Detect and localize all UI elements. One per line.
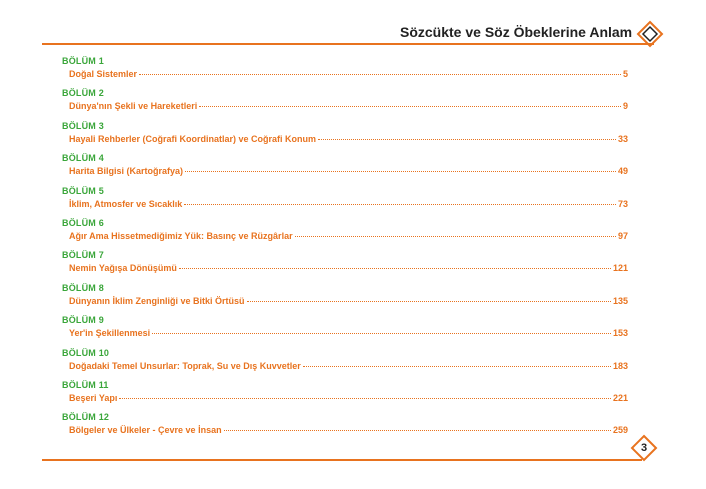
- toc-entry-page-number: 49: [617, 166, 628, 177]
- footer-rule: [42, 459, 642, 461]
- toc-entry-page-number: 183: [612, 360, 628, 371]
- toc-entry[interactable]: [69, 165, 628, 177]
- dot-leader: [247, 301, 611, 302]
- dot-leader: [119, 398, 611, 399]
- toc-section: [62, 185, 628, 217]
- chapter-label: BÖLÜM 7: [62, 250, 104, 261]
- toc-entry-page-number: 221: [612, 392, 628, 403]
- toc-entry[interactable]: [69, 424, 628, 436]
- chapter-label: BÖLÜM 3: [62, 120, 104, 131]
- chapter-label: BÖLÜM 6: [62, 217, 104, 228]
- page-number: 3: [640, 442, 648, 454]
- toc-entry[interactable]: [69, 133, 628, 145]
- toc-entry[interactable]: [69, 295, 628, 307]
- chapter-label: BÖLÜM 12: [62, 412, 110, 423]
- table-of-contents: [62, 55, 628, 444]
- toc-section: [62, 87, 628, 119]
- toc-entry-page-number: 153: [612, 328, 628, 339]
- toc-entry-title: Dünyanın İklim Zenginliği ve Bitki Örtüsü: [69, 295, 245, 306]
- toc-section: [62, 249, 628, 281]
- chapter-label: BÖLÜM 8: [62, 282, 104, 293]
- dot-leader: [199, 106, 621, 107]
- toc-section: [62, 55, 628, 87]
- toc-entry[interactable]: [69, 360, 628, 372]
- dot-leader: [179, 268, 611, 269]
- chapter-label: BÖLÜM 2: [62, 88, 104, 99]
- toc-section: [62, 152, 628, 184]
- dot-leader: [139, 74, 621, 75]
- toc-entry[interactable]: [69, 262, 628, 274]
- chapter-label: BÖLÜM 5: [62, 185, 104, 196]
- toc-section: [62, 120, 628, 152]
- toc-entry-title: Doğal Sistemler: [69, 69, 138, 79]
- toc-entry-page-number: 259: [612, 425, 628, 436]
- toc-entry[interactable]: [69, 68, 628, 80]
- toc-entry-page-number: 9: [622, 101, 628, 112]
- chapter-label: BÖLÜM 10: [62, 347, 110, 358]
- toc-entry-page-number: 73: [617, 198, 628, 209]
- toc-section: [62, 314, 628, 346]
- toc-entry[interactable]: [69, 230, 628, 242]
- toc-entry[interactable]: [69, 100, 628, 112]
- toc-section: [62, 411, 628, 443]
- toc-entry-page-number: 33: [617, 133, 628, 144]
- dot-leader: [224, 430, 611, 431]
- toc-entry-title: Nemin Yağışa Dönüşümü: [69, 263, 177, 274]
- toc-section: [62, 282, 628, 314]
- toc-entry-title: İklim, Atmosfer ve Sıcaklık: [69, 198, 183, 209]
- toc-entry-title: Yer'in Şekillenmesi: [69, 328, 151, 339]
- chapter-label: BÖLÜM 9: [62, 315, 104, 326]
- toc-entry-page-number: 121: [612, 263, 628, 274]
- dot-leader: [152, 333, 611, 334]
- toc-section: [62, 379, 628, 411]
- toc-section: [62, 347, 628, 379]
- toc-entry-title: Doğadaki Temel Unsurlar: Toprak, Su ve Dış Kuvvetler: [69, 360, 301, 371]
- chapter-label: BÖLÜM 1: [62, 56, 104, 66]
- dot-leader: [185, 171, 616, 172]
- toc-section: [62, 217, 628, 249]
- toc-entry-title: Beşeri Yapı: [69, 392, 118, 403]
- toc-entry[interactable]: [69, 327, 628, 339]
- toc-entry[interactable]: [69, 392, 628, 404]
- chapter-label: BÖLÜM 4: [62, 153, 104, 164]
- toc-entry-title: Dünya'nın Şekli ve Hareketleri: [69, 101, 198, 112]
- dot-leader: [295, 236, 616, 237]
- dot-leader: [318, 139, 616, 140]
- toc-entry[interactable]: [69, 198, 628, 210]
- header-rule: [42, 43, 654, 45]
- toc-entry-page-number: 135: [612, 295, 628, 306]
- page-header-title: Sözcükte ve Söz Öbeklerine Anlam: [400, 24, 633, 40]
- toc-entry-title: Hayali Rehberler (Coğrafi Koordinatlar) ve Coğrafi Konum: [69, 133, 317, 144]
- chapter-label: BÖLÜM 11: [62, 379, 109, 390]
- dot-leader: [303, 366, 611, 367]
- toc-entry-page-number: 97: [617, 230, 628, 241]
- toc-entry-page-number: 5: [622, 69, 628, 79]
- toc-entry-title: Harita Bilgisi (Kartoğrafya): [69, 166, 184, 177]
- dot-leader: [184, 204, 616, 205]
- toc-entry-title: Ağır Ama Hissetmediğimiz Yük: Basınç ve Rüzgârlar: [69, 230, 293, 241]
- toc-entry-title: Bölgeler ve Ülkeler - Çevre ve İnsan: [69, 425, 222, 436]
